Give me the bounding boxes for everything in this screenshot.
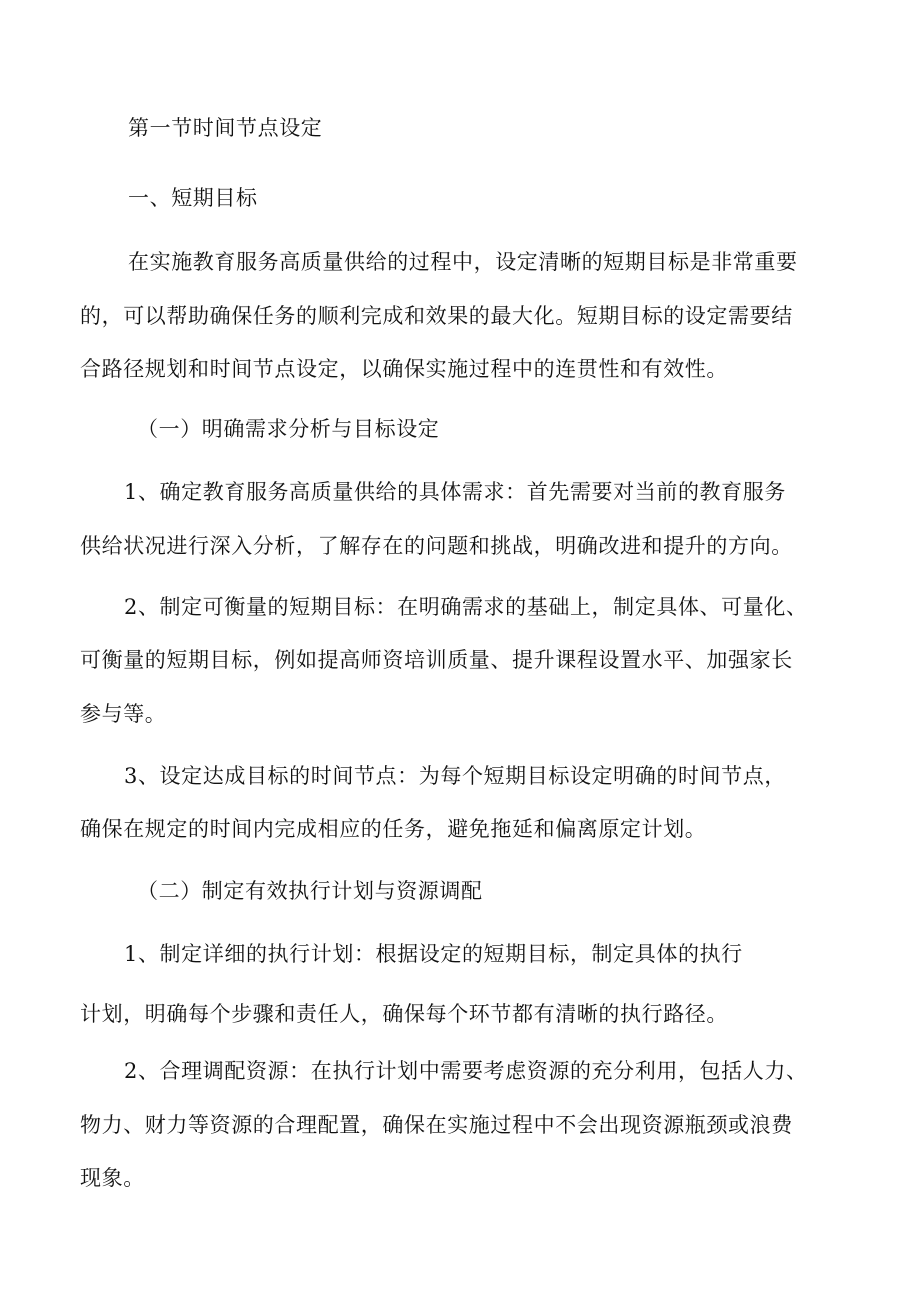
paragraph-line: 3、设定达成目标的时间节点：为每个短期目标设定明确的时间节点， (124, 764, 786, 788)
paragraph-line: 可衡量的短期目标，例如提高师资培训质量、提升课程设置水平、加强家长 (80, 648, 793, 672)
paragraph-line: 现象。 (80, 1166, 145, 1190)
paragraph-line: 参与等。 (80, 702, 167, 726)
paragraph-line: 1、确定教育服务高质量供给的具体需求：首先需要对当前的教育服务 (124, 480, 786, 504)
paragraph-line: 合路径规划和时间节点设定，以确保实施过程中的连贯性和有效性。 (80, 357, 728, 381)
paragraph-line: 确保在规定的时间内完成相应的任务，避免拖延和偏离原定计划。 (80, 817, 707, 841)
paragraph-line: 2、合理调配资源：在执行计划中需要考虑资源的充分利用，包括人力、 (124, 1059, 808, 1083)
paragraph-line: 计划，明确每个步骤和责任人，确保每个环节都有清晰的执行路径。 (80, 1002, 728, 1026)
heading-short-term-goals: 一、短期目标 (128, 186, 258, 210)
paragraph-line: 在实施教育服务高质量供给的过程中，设定清晰的短期目标是非常重要 (128, 250, 798, 274)
paragraph-line: 物力、财力等资源的合理配置，确保在实施过程中不会出现资源瓶颈或浪费 (80, 1113, 793, 1137)
paragraph-line: 供给状况进行深入分析，了解存在的问题和挑战，明确改进和提升的方向。 (80, 534, 793, 558)
subheading-needs-analysis: （一）明确需求分析与目标设定 (137, 417, 440, 441)
paragraph-line: 1、制定详细的执行计划：根据设定的短期目标，制定具体的执行 (124, 942, 743, 966)
section-title: 第一节时间节点设定 (128, 116, 323, 140)
paragraph-line: 2、制定可衡量的短期目标：在明确需求的基础上，制定具体、可量化、 (124, 595, 808, 619)
paragraph-line: 的，可以帮助确保任务的顺利完成和效果的最大化。短期目标的设定需要结 (80, 304, 793, 328)
subheading-execution-plan: （二）制定有效执行计划与资源调配 (137, 879, 483, 903)
